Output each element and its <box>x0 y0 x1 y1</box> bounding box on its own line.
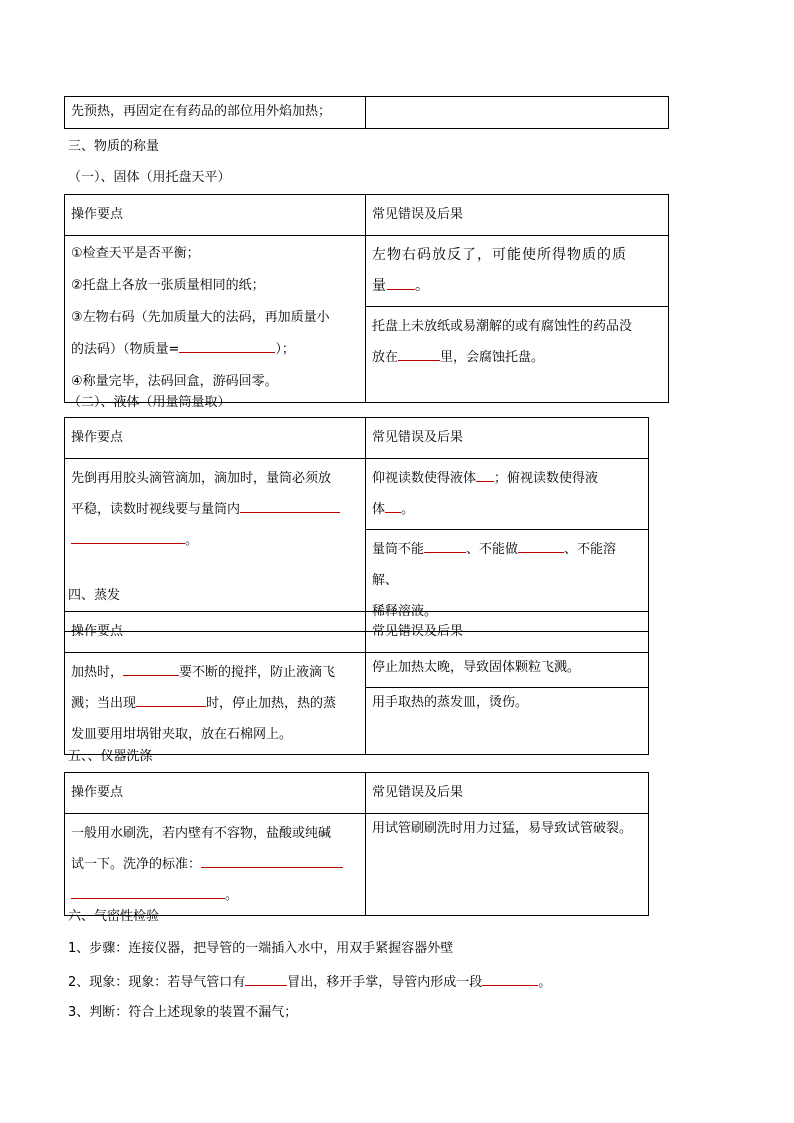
wash-error-1: 用试管刷刷洗时用力过猛，易导致试管破裂。 <box>366 814 649 916</box>
blank-mass-effect <box>387 275 415 290</box>
evap-op-line1 <box>71 657 359 688</box>
blank-mass <box>179 338 275 353</box>
airtight-step-2-end: 。 <box>538 975 552 990</box>
blank-upward-read <box>476 467 494 482</box>
blank-sightline-1 <box>240 498 340 513</box>
liquid-op-line1: 先倒再用胶头滴管滴加，滴加时，量筒必须放 <box>71 471 332 486</box>
solid-table <box>64 194 669 403</box>
solid-step-2: ②托盘上各放一张质量相同的纸； <box>71 278 265 293</box>
solid-error-1 <box>366 236 669 307</box>
evap-op-text2: 要不断的搅拌，防止液滴飞 <box>179 665 336 680</box>
liquid-error-1-text: 仰视读数使得液体 <box>372 471 477 486</box>
liquid-op-line2 <box>71 494 359 525</box>
solid-error-2-line1: 托盘上未放纸或易潮解的或有腐蚀性的药品没 <box>372 319 633 334</box>
airtight-step-2 <box>68 971 551 993</box>
solid-error-2-text: 放在 <box>372 350 399 365</box>
evap-op-text4: 时，停止加热，热的蒸 <box>206 696 337 711</box>
airtight-step-2-text: 2、现象：现象：若导气管口有 <box>68 975 246 990</box>
solid-error-1-line2 <box>372 271 662 302</box>
evap-op-text3: 溅；当出现 <box>71 696 137 711</box>
evap-op-cell <box>65 653 366 755</box>
liquid-op-text: 平稳，读数时视线要与量筒内 <box>71 502 241 517</box>
liquid-error-2-mid: 、不能做 <box>466 542 519 557</box>
evap-op-line3: 发皿要用坩埚钳夹取，放在石棉网上。 <box>71 727 293 742</box>
top-row-right <box>366 97 669 129</box>
solid-error-2 <box>366 307 669 403</box>
airtight-step-2-mid: 冒出，移开手掌，导管内形成一段 <box>287 975 483 990</box>
solid-subtitle: （一）、固体（用托盘天平） <box>68 170 231 185</box>
liquid-error-1-mid: ；俯视读数使得液 <box>494 471 599 486</box>
liquid-error-2-text: 量筒不能 <box>372 542 425 557</box>
blank-cylinder-2 <box>518 538 564 553</box>
blank-clean-standard-1 <box>201 853 343 868</box>
wash-head-right: 常见错误及后果 <box>366 773 649 814</box>
airtight-step-1: 1、步骤：连接仪器，把导管的一端插入水中，用双手紧握容器外壁 <box>68 941 454 956</box>
solid-head-right: 常见错误及后果 <box>366 195 669 236</box>
blank-downward-read <box>385 498 401 513</box>
blank-sightline-2 <box>71 529 185 544</box>
evap-head-left: 操作要点 <box>65 612 366 653</box>
liquid-error-1-line2 <box>372 494 642 525</box>
solid-head-left: 操作要点 <box>65 195 366 236</box>
wash-op-line1: 一般用水刷洗，若内壁有不容物，盐酸或纯碱 <box>71 826 332 841</box>
liquid-error-2-end: 、不能溶解、 <box>372 542 617 588</box>
liquid-head-right: 常见错误及后果 <box>366 418 649 459</box>
blank-container <box>398 346 440 361</box>
solid-step-3b-end: ）； <box>275 342 295 357</box>
evap-error-1: 停止加热太晚，导致固体颗粒飞溅。 <box>366 653 649 688</box>
section6-title: 六、气密性检验 <box>68 909 160 924</box>
liquid-error-1 <box>366 459 649 530</box>
evap-head-right: 常见错误及后果 <box>366 612 649 653</box>
liquid-error-1-text2: 体 <box>372 502 386 517</box>
solid-step-3b <box>71 334 359 366</box>
wash-op-end: 。 <box>225 888 239 903</box>
solid-step-1: ①检查天平是否平衡； <box>71 246 200 261</box>
solid-error-1-text: 量 <box>372 278 387 294</box>
blank-water-column <box>482 971 538 986</box>
blank-clean-standard-2 <box>71 884 225 899</box>
washing-table <box>64 772 649 916</box>
blank-stop-condition <box>136 692 206 707</box>
section5-title: 五、、仪器洗涤 <box>68 749 153 764</box>
liquid-error-2-line1 <box>372 534 642 596</box>
solid-steps-cell <box>65 236 366 403</box>
top-row-table <box>64 96 669 129</box>
top-row-left: 先预热，再固定在有药品的部位用外焰加热； <box>65 97 366 129</box>
solid-step-3b-text: 的法码）（物质量= <box>71 342 180 357</box>
evap-op-line2 <box>71 688 359 719</box>
airtight-step-3: 3、判断：符合上述现象的装置不漏气； <box>68 1005 298 1020</box>
wash-op-text: 试一下。洗净的标准： <box>71 857 202 872</box>
wash-op-line2 <box>71 849 359 880</box>
wash-op-cell <box>65 814 366 916</box>
evap-op-text1: 加热时， <box>71 665 124 680</box>
solid-error-1-end: 。 <box>415 278 430 294</box>
liquid-op-line3 <box>71 525 359 556</box>
liquid-error-2-line2: 稀释溶液。 <box>372 604 438 619</box>
section4-title: 四、蒸发 <box>68 588 121 603</box>
wash-head-left: 操作要点 <box>65 773 366 814</box>
solid-error-2-line2 <box>372 342 662 373</box>
liquid-op-end: 。 <box>185 533 199 548</box>
liquid-table <box>64 417 649 632</box>
section3-title: 三、物质的称量 <box>68 139 160 154</box>
solid-step-4: ④称量完毕，法码回盒，游码回零。 <box>71 374 278 389</box>
solid-step-3a: ③左物右码（先加质量大的法码，再加质量小 <box>71 310 330 325</box>
liquid-head-left: 操作要点 <box>65 418 366 459</box>
liquid-subtitle: （二）、液体（用量筒量取） <box>68 395 231 410</box>
blank-cylinder-1 <box>424 538 466 553</box>
evap-error-2: 用手取热的蒸发皿，烫伤。 <box>366 687 649 754</box>
liquid-error-1-end: 。 <box>401 502 415 517</box>
liquid-error-1-line1 <box>372 463 642 494</box>
solid-error-2-end: 里，会腐蚀托盘。 <box>440 350 545 365</box>
blank-stir-tool <box>123 661 179 676</box>
solid-error-1-line1: 左物右码放反了，可能使所得物质的质 <box>372 247 627 263</box>
blank-bubbles <box>245 971 287 986</box>
evaporation-table <box>64 611 649 755</box>
